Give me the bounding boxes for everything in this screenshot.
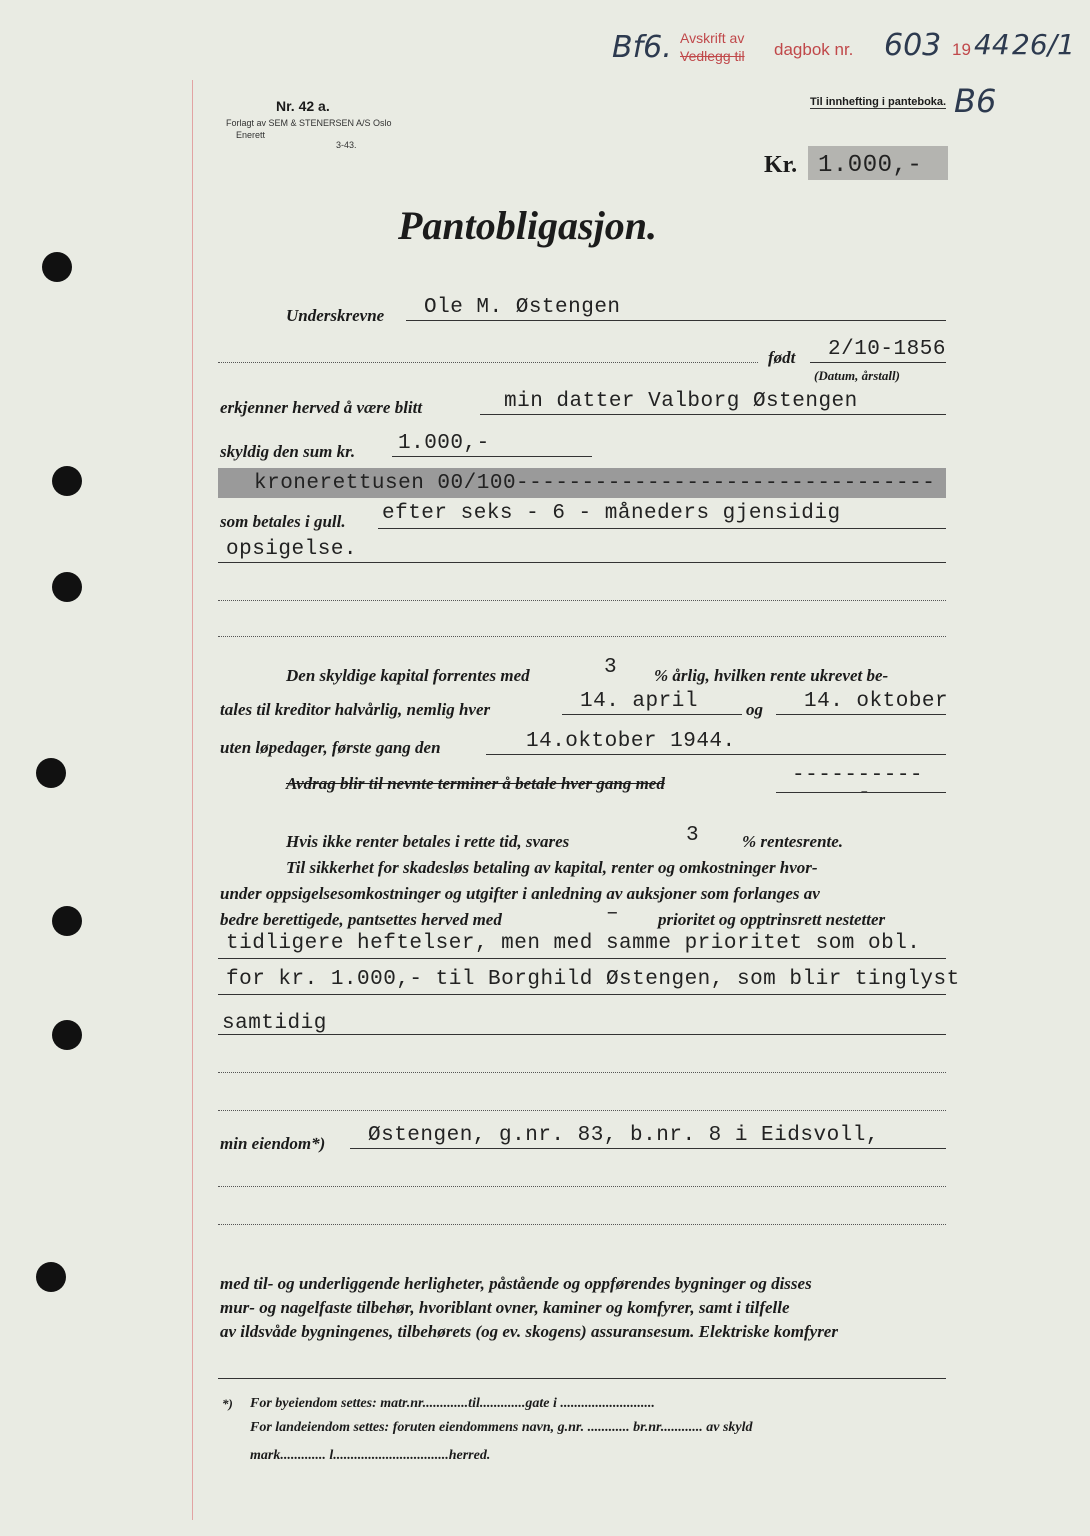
hvis-b: % rentesrente. <box>742 832 844 851</box>
interest-line1-b: % årlig, hvilken rente ukrevet be- <box>654 666 889 685</box>
document-title: Pantobligasjon. <box>398 203 657 248</box>
skyldig-line <box>392 456 592 457</box>
property-label: min eiendom*) <box>220 1134 326 1153</box>
security-line1 <box>218 958 946 959</box>
footnote-star: *) <box>222 1396 233 1411</box>
property-value: Østengen, g.nr. 83, b.nr. 8 i Eidsvoll, <box>368 1124 879 1147</box>
innhefting-value: B6 <box>954 82 997 120</box>
interest-date1-line <box>562 714 742 715</box>
blank-line-6 <box>218 1186 946 1187</box>
security-typed2: for kr. 1.000,- til Borghild Østengen, som blir tinglyst <box>226 968 960 991</box>
avdrag-text: Avdrag blir til nevnte terminer å betale hver gang med <box>286 774 665 793</box>
security-p1: Til sikkerhet for skadesløs betaling av kapital, renter og omkostninger hvor- <box>286 858 818 877</box>
blank-line-1 <box>218 362 758 363</box>
underskrevne-line <box>406 320 946 321</box>
underskrevne-value: Ole M. Østengen <box>424 296 621 319</box>
footnote-line2: For landeiendom settes: foruten eiendommens navn, g.nr. ............ br.nr............ av skyld <box>250 1420 753 1435</box>
margin-rule <box>192 80 193 1520</box>
blank-line-7 <box>218 1224 946 1225</box>
footnote-separator <box>218 1378 946 1379</box>
interest-date1: 14. april <box>580 690 698 713</box>
security-line3 <box>218 1034 946 1035</box>
skyldig-label: skyldig den sum kr. <box>220 442 356 461</box>
publisher-code: 3-43. <box>336 140 357 150</box>
security-p2: under oppsigelsesomkostninger og utgifter i anledning av auksjoner som forlanges av <box>220 884 820 903</box>
betales-value-line1: efter seks - 6 - måneders gjensidig <box>382 502 841 525</box>
punch-hole-7 <box>36 1262 66 1292</box>
security-line2 <box>218 994 946 995</box>
security-p3-a: bedre berettigede, pantsettes herved med <box>220 910 502 929</box>
blank-line-5 <box>218 1110 946 1111</box>
amount-label: Kr. <box>764 152 798 178</box>
appurtenances-line2: mur- og nagelfaste tilbehør, hvoriblant ovner, kaminer og komfyrer, samt i tilfelle <box>220 1298 790 1317</box>
punch-hole-5 <box>52 906 82 936</box>
interest-date2: 14. oktober <box>804 690 949 713</box>
publisher-line1: Forlagt av SEM & STENERSEN A/S Oslo <box>226 118 392 128</box>
hvis-a: Hvis ikke renter betales i rette tid, svares <box>286 832 570 851</box>
year-printed: 19 <box>952 40 971 59</box>
security-typed3: samtidig <box>222 1012 327 1035</box>
footnote-line3: mark............. l.................................herred. <box>250 1448 491 1463</box>
punch-hole-6 <box>52 1020 82 1050</box>
blank-line-2 <box>218 600 946 601</box>
interest-line2-a: tales til kreditor halvårlig, nemlig hver <box>220 700 491 719</box>
fodt-value: 2/10-1856 <box>828 338 946 361</box>
interest-date2-line <box>776 714 946 715</box>
punch-hole-4 <box>36 758 66 788</box>
stamp-vedlegg: Vedlegg til <box>680 48 745 64</box>
erkjenner-value: min datter Valborg Østengen <box>504 390 858 413</box>
fodt-hint: (Datum, årstall) <box>814 368 900 383</box>
punch-hole-1 <box>42 252 72 282</box>
appurtenances-line1: med til- og underliggende herligheter, påstående og oppførendes bygninger og disses <box>220 1274 812 1293</box>
betales-line1 <box>378 528 946 529</box>
interest-line1-a: Den skyldige kapital forrentes med <box>286 666 530 685</box>
blank-line-3 <box>218 636 946 637</box>
publisher-line2: Enerett <box>236 130 266 140</box>
betales-value-line2: opsigelse. <box>226 538 358 561</box>
interest-line3-a: uten løpedager, første gang den <box>220 738 441 757</box>
blank-line-4 <box>218 1072 946 1073</box>
skyldig-value: 1.000,- <box>398 432 490 455</box>
dagbok-number: 603 <box>884 28 942 63</box>
avdrag-line <box>776 792 946 793</box>
interest-rate: 3 <box>604 656 618 679</box>
form-number: Nr. 42 a. <box>276 98 330 114</box>
fodt-label: født <box>768 348 796 367</box>
security-typed1: tidligere heftelser, men med samme prioritet som obl. <box>226 932 921 955</box>
fodt-line <box>810 362 946 363</box>
security-p3-b: prioritet og opptrinsrett nestetter <box>658 910 886 929</box>
amount-value: 1.000,- <box>818 152 923 179</box>
punch-hole-3 <box>52 572 82 602</box>
innhefting-label: Til innhefting i panteboka. <box>810 96 947 108</box>
erkjenner-line <box>480 414 946 415</box>
erkjenner-label: erkjenner herved å være blitt <box>220 398 423 417</box>
interest-first-date: 14.oktober 1944. <box>526 730 736 753</box>
interest-og: og <box>746 700 763 719</box>
date-handwritten: 26/1 <box>1012 28 1075 61</box>
punch-hole-2 <box>52 466 82 496</box>
stamp-avskrift: Avskrift av <box>680 30 745 46</box>
appurtenances-line3: av ildsvåde bygningenes, tilbehørets (og ev. skogens) assuransesum. Elektriske komfyrer <box>220 1322 838 1341</box>
betales-line2 <box>218 562 946 563</box>
security-p3-dash: – <box>606 902 620 925</box>
stamp-dagbok: dagbok nr. <box>774 40 854 59</box>
interest-first-date-line <box>486 754 946 755</box>
underskrevne-label: Underskrevne <box>286 306 385 325</box>
betales-label: som betales i gull. <box>220 512 346 531</box>
year-handwritten: 44 <box>974 28 1010 61</box>
ref-handwritten: Bf6. <box>612 30 672 65</box>
property-line <box>350 1148 946 1149</box>
hvis-rate: 3 <box>686 824 700 847</box>
footnote-line1: For byeiendom settes: matr.nr.............til.............gate i ........................... <box>250 1396 655 1411</box>
avdrag-value: ---------- <box>792 764 924 787</box>
avdrag-dash: - <box>858 782 872 805</box>
amount-words: kronerettusen 00/100-------------------------------- <box>254 472 936 495</box>
